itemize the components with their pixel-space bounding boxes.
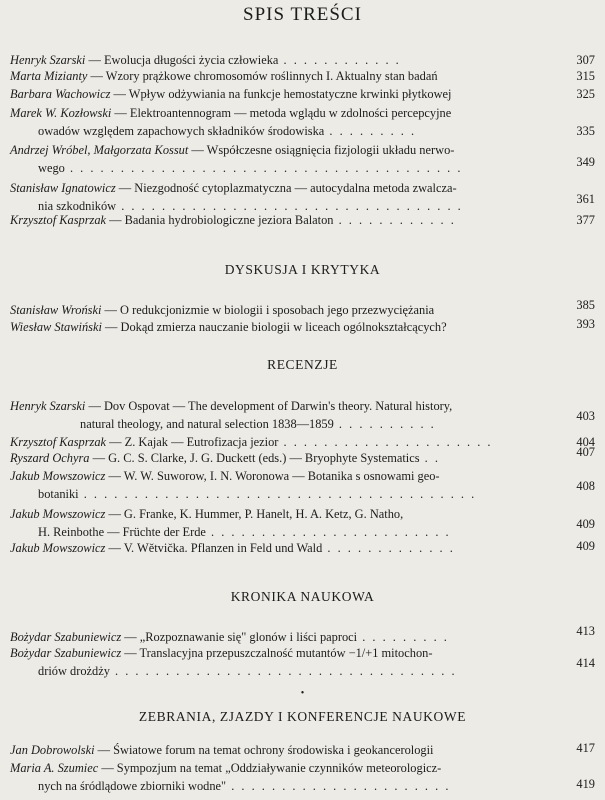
- toc-entry: [10, 212, 595, 228]
- entry-author: Ryszard Ochyra: [10, 451, 90, 465]
- toc-entry: [10, 540, 595, 556]
- page-title: SPIS TREŚCI: [243, 4, 362, 25]
- entry-line: [10, 52, 401, 68]
- page-number: 409: [576, 517, 595, 531]
- entry-line: [38, 486, 476, 502]
- entry-text: nia szkodników: [38, 199, 117, 213]
- entry-line: [10, 398, 452, 414]
- entry-text: — Badania hydrobiologiczne jeziora Balaton: [106, 213, 334, 227]
- entry-author: Jakub Mowszowicz: [10, 507, 106, 521]
- toc-entry: [10, 742, 595, 758]
- entry-dots: . . . . . . . . . . . . .: [322, 541, 455, 555]
- page-number: 408: [576, 479, 595, 493]
- entry-dots: . . . . . . . . . . . . . . . . . . . . . . . . . . . . . . . . . .: [116, 199, 463, 213]
- page-number: 349: [576, 155, 595, 169]
- entry-line: [80, 416, 436, 432]
- entry-text: — V. Wětvička. Pflanzen in Feld und Wald: [105, 541, 323, 555]
- entry-line: [10, 468, 440, 484]
- toc-entry: [10, 319, 595, 335]
- entry-line: [10, 645, 432, 661]
- entry-line: [10, 629, 449, 645]
- entry-text: — G. Franke, K. Hummer, P. Hanelt, H. A. Ketz, G. Natho,: [105, 507, 404, 521]
- entry-author: Barbara Wachowicz: [10, 87, 111, 101]
- entry-line: [10, 302, 434, 318]
- page-number: 385: [576, 298, 595, 312]
- entry-author: Maria A. Szumiec: [10, 761, 99, 775]
- entry-text: — Współczesne osiągnięcia fizjologii układu nerwo-: [188, 143, 455, 157]
- entry-author: Bożydar Szabuniewicz: [10, 646, 122, 660]
- entry-author: Stanisław Ignatowicz: [10, 181, 116, 195]
- entry-line: [38, 524, 451, 540]
- entry-text: — „Rozpoznawanie się" glonów i liści paproci: [121, 630, 358, 644]
- entry-dots: . .: [419, 451, 440, 465]
- toc-entry: [10, 760, 595, 794]
- entry-line: [38, 663, 457, 679]
- entry-author: Henryk Szarski: [10, 53, 86, 67]
- entry-text: nych na śródlądowe zbiorniki wodne": [38, 779, 227, 793]
- entry-line: [10, 180, 457, 196]
- page-number: 404: [576, 435, 595, 449]
- toc-entry: [10, 645, 595, 679]
- toc-entry: [10, 506, 595, 540]
- toc-entry: [10, 105, 595, 139]
- page-number: 361: [576, 192, 595, 206]
- entry-dots: . . . . . . . . . . . . . . . . . . . . . . . .: [205, 525, 451, 539]
- toc-entry: [10, 468, 595, 502]
- entry-line: [38, 160, 462, 176]
- toc-entry: [10, 52, 595, 68]
- entry-line: [10, 540, 455, 556]
- entry-line: [10, 212, 456, 228]
- entry-dots: . . . . . . . . . . . . . . . . . . . . . .: [226, 779, 451, 793]
- entry-text: — Z. Kajak — Eutrofizacja jezior: [106, 435, 279, 449]
- page-number: 307: [576, 53, 595, 67]
- page-number: 419: [576, 777, 595, 791]
- entry-author: Krzysztof Kasprzak: [10, 213, 107, 227]
- entry-dots: . . . . . . . . .: [357, 630, 449, 644]
- section-heading: RECENZJE: [267, 357, 338, 372]
- entry-line: [38, 123, 416, 139]
- toc-entry: [10, 434, 595, 450]
- page-mark: •: [300, 688, 305, 699]
- entry-text: — Wpływ odżywiania na funkcje hemostatyczne krwinki płytkowej: [110, 87, 452, 101]
- entry-dots: . . . . . . . . . . . . . . . . . . . . . . . . . . . . . . . . . . . . . . .: [78, 487, 477, 501]
- section-heading: DYSKUSJA I KRYTYKA: [224, 262, 381, 277]
- entry-dots: . . . . . . . . . .: [333, 417, 436, 431]
- entry-text: — Dokąd zmierza nauczanie biologii w liceach ogólnokształcących?: [101, 320, 447, 334]
- entry-author: Henryk Szarski: [10, 399, 86, 413]
- entry-author: Bożydar Szabuniewicz: [10, 630, 122, 644]
- entry-author: Jakub Mowszowicz: [10, 541, 106, 555]
- entry-line: [10, 319, 447, 335]
- entry-text: — Translacyjna przepuszczalność mutantów −1/+1 mitochon-: [121, 646, 433, 660]
- entry-author: Jakub Mowszowicz: [10, 469, 106, 483]
- page-number: 417: [576, 741, 595, 755]
- toc-entry: [10, 68, 595, 84]
- page-number: 377: [576, 213, 595, 227]
- entry-text: — Sympozjum na temat „Oddziaływanie czynników meteorologicz-: [98, 761, 442, 775]
- entry-line: [10, 742, 434, 758]
- entry-text: — Dov Ospovat — The development of Darwin's theory. Natural history,: [85, 399, 453, 413]
- page-number: 413: [576, 624, 595, 638]
- toc-entry: [10, 298, 595, 318]
- toc-entry: [10, 445, 595, 466]
- entry-dots: . . . . . . . . . . . . . . . . . . . . .: [278, 435, 493, 449]
- page-number: 335: [576, 124, 595, 138]
- page-number: 414: [576, 656, 595, 670]
- entry-text: owadów względem zapachowych składników środowiska: [38, 124, 325, 138]
- entry-text: — W. W. Suworow, I. N. Woronowa — Botanika s osnowami geo-: [105, 469, 440, 483]
- toc-entry: [10, 624, 595, 645]
- entry-author: Jan Dobrowolski: [10, 743, 95, 757]
- toc-entry: [10, 86, 595, 102]
- entry-line: [10, 506, 403, 522]
- entry-text: — Elektroantennogram — metoda wglądu w zdolności percepcyjne: [111, 106, 452, 120]
- entry-text: wego: [38, 161, 65, 175]
- entry-dots: . . . . . . . . . . . .: [278, 53, 401, 67]
- entry-author: Andrzej Wróbel, Małgorzata Kossut: [10, 143, 189, 157]
- page-number: 393: [576, 317, 595, 331]
- entry-text: — Ewolucja długości życia człowieka: [85, 53, 279, 67]
- entry-line: [10, 86, 452, 102]
- entry-text: driów drożdży: [38, 664, 110, 678]
- entry-line: [10, 760, 441, 776]
- entry-author: Marek W. Kozłowski: [10, 106, 112, 120]
- entry-text: — Niezgodność cytoplazmatyczna — autocydalna metoda zwalcza-: [115, 181, 457, 195]
- entry-dots: . . . . . . . . . . . . . . . . . . . . . . . . . . . . . . . . . .: [109, 664, 457, 678]
- entry-text: natural theology, and natural selection 1838—1859: [80, 417, 334, 431]
- toc-entry: [10, 398, 595, 432]
- entry-line: [10, 68, 438, 84]
- toc-entry: [10, 142, 595, 176]
- entry-text: — G. C. S. Clarke, J. G. Duckett (eds.) — Bryophyte Systematics: [89, 451, 420, 465]
- page-number: 315: [576, 69, 595, 83]
- entry-text: H. Reinbothe — Früchte der Erde: [38, 525, 206, 539]
- entry-author: Marta Mizianty: [10, 69, 88, 83]
- entry-dots: . . . . . . . . . . . .: [333, 213, 456, 227]
- toc-entry: [10, 180, 595, 214]
- entry-author: Krzysztof Kasprzak: [10, 435, 107, 449]
- page-number: 325: [576, 87, 595, 101]
- entry-line: [10, 434, 493, 450]
- section-heading: ZEBRANIA, ZJAZDY I KONFERENCJE NAUKOWE: [138, 709, 467, 724]
- entry-text: — Wzory prążkowe chromosomów roślinnych I. Aktualny stan badań: [87, 69, 438, 83]
- entry-text: botaniki: [38, 487, 79, 501]
- section-heading: KRONIKA NAUKOWA: [230, 589, 375, 604]
- page-number: 409: [576, 539, 595, 553]
- entry-line: [10, 450, 440, 466]
- entry-line: [10, 105, 451, 121]
- entry-dots: . . . . . . . . .: [324, 124, 417, 138]
- entry-text: — O redukcjonizmie w biologii i sposobach jego przezwyciężania: [101, 303, 435, 317]
- entry-author: Stanisław Wroński: [10, 303, 102, 317]
- page-number: 407: [576, 445, 595, 459]
- entry-text: — Światowe forum na temat ochrony środowiska i geokancerologii: [94, 743, 434, 757]
- entry-author: Wiesław Stawiński: [10, 320, 102, 334]
- entry-dots: . . . . . . . . . . . . . . . . . . . . . . . . . . . . . . . . . . . . . . .: [64, 161, 463, 175]
- entry-line: [10, 142, 454, 158]
- page-number: 403: [576, 409, 595, 423]
- entry-line: [38, 778, 450, 794]
